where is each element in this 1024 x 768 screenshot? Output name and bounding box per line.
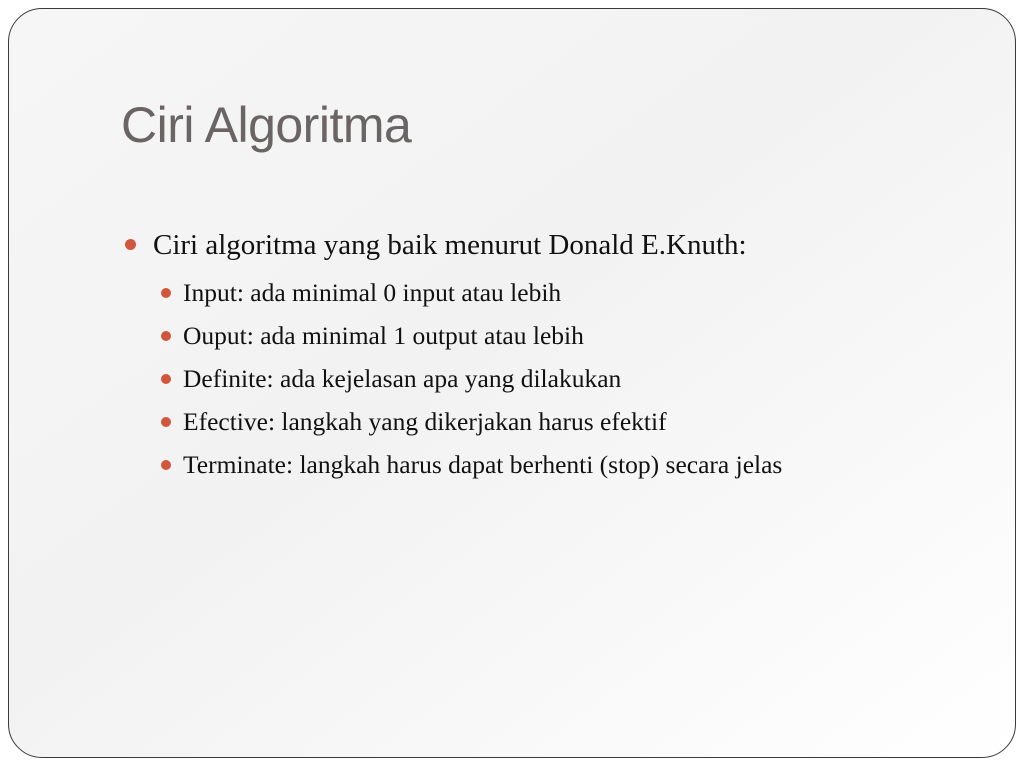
sub-bullet-list (121, 271, 981, 486)
sub-bullet-text: Terminate: langkah harus dapat berhenti (stop) secara jelas (183, 450, 783, 479)
sub-bullet-item (121, 400, 981, 443)
slide-content (121, 219, 981, 486)
bullet-dot-icon (161, 460, 171, 470)
sub-bullet-item (121, 271, 981, 314)
sub-bullet-item (121, 314, 981, 357)
sub-bullet-item (121, 357, 981, 400)
main-bullet-item (121, 219, 981, 271)
bullet-dot-icon (161, 417, 171, 427)
sub-bullet-text: Ouput: ada minimal 1 output atau lebih (183, 321, 584, 350)
bullet-dot-icon (161, 288, 171, 298)
bullet-dot-icon (125, 239, 136, 250)
sub-bullet-item (121, 443, 981, 486)
bullet-dot-icon (161, 331, 171, 341)
slide-title: Ciri Algoritma (121, 97, 412, 153)
main-bullet-text: Ciri algoritma yang baik menurut Donald E.Knuth: (153, 229, 747, 261)
sub-bullet-text: Definite: ada kejelasan apa yang dilakukan (183, 364, 622, 393)
bullet-dot-icon (161, 374, 171, 384)
sub-bullet-text: Input: ada minimal 0 input atau lebih (183, 278, 562, 307)
slide-frame (8, 8, 1016, 758)
sub-bullet-text: Efective: langkah yang dikerjakan harus efektif (183, 407, 667, 436)
